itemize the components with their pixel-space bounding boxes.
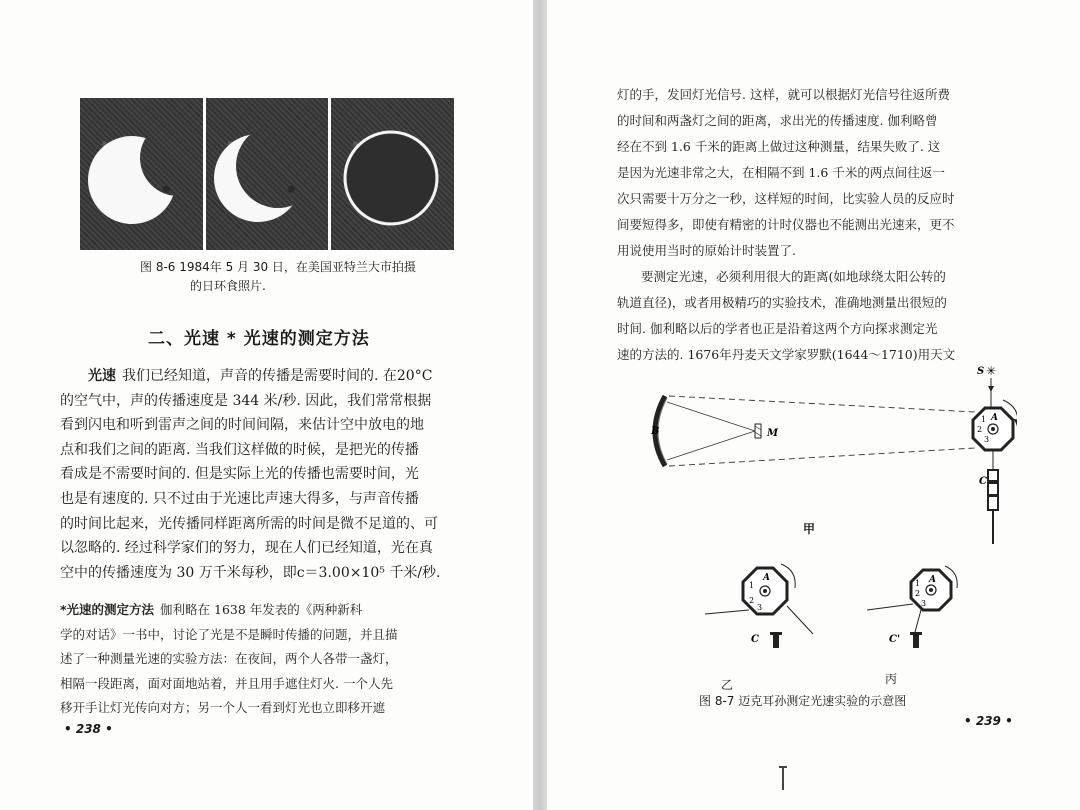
runin-heading: *光速的测定方法 — [60, 602, 155, 617]
paragraph-line: 灯的手，发回灯光信号. 这样，就可以根据灯光信号往返所费 — [617, 87, 950, 102]
eclipse-photo-strip — [80, 98, 454, 250]
text-cursor-icon — [782, 766, 784, 790]
figure-caption-line1: 图 8-6 1984年 5 月 30 日，在美国亚特兰大市拍摄 — [140, 260, 416, 274]
octagon-positions-diagram — [677, 558, 977, 688]
label-m: M — [767, 428, 779, 439]
svg-text:1: 1 — [749, 581, 755, 590]
label-s: S — [977, 366, 985, 377]
svg-text:3: 3 — [921, 599, 927, 608]
paragraph-line: 速的方法的. 1676年丹麦天文学家罗默(1644～1710)用天文 — [617, 347, 956, 362]
svg-text:C: C — [751, 634, 759, 645]
right-page-text — [617, 82, 1017, 368]
paragraph-line: 要测定光速，必须利用很大的距离(如地球绕太阳公转的 — [641, 269, 946, 284]
svg-text:1: 1 — [981, 415, 987, 424]
paragraph-line: 的时间比起来，光传播同样距离所需的时间是微不足道的、可 — [60, 515, 438, 532]
svg-text:2: 2 — [749, 596, 755, 605]
paragraph-line: 次只需要十万分之一秒，这样短的时间，比实验人员的反应时 — [617, 191, 955, 206]
svg-text:1: 1 — [915, 579, 921, 588]
paragraph-line: 相隔一段距离，面对面地站着，并且用手遮住灯火. 一个人先 — [60, 675, 393, 691]
right-page — [547, 0, 1080, 810]
paragraph-line: 移开手让灯光传向对方；另一个人一看到灯光也立即移开遮 — [60, 700, 386, 716]
eclipse-photo-annular — [331, 98, 454, 250]
light-source-star-icon: ✳ — [986, 364, 997, 378]
label-c: C — [979, 476, 987, 487]
page-number: • 239 • — [964, 714, 1013, 728]
paragraph-line: 是因为光速非常之大，在相隔不到 1.6 千米的两点间往返一 — [617, 165, 945, 180]
svg-text:C': C' — [889, 634, 901, 645]
paragraph-line: 以忽略的. 经过科学家们的努力，现在人们已经知道，光在真 — [60, 540, 433, 557]
figure-8-6-caption — [140, 258, 440, 296]
paragraph-line: 间要短得多，即使有精密的计时仪器也不能测出光速来，更不 — [617, 217, 955, 232]
runin-heading: 光速 — [88, 368, 116, 384]
paragraph-line: 光速 我们已经知道，声音的传播是需要时间的. 在20°C — [88, 368, 433, 384]
speed-of-light-paragraph — [60, 364, 458, 585]
paragraph-line: 经在不到 1.6 千米的距离上做过这种测量，结果失败了. 这 — [617, 139, 941, 154]
left-page — [0, 0, 533, 810]
michelson-apparatus-diagram — [637, 362, 1017, 562]
eclipse-photo-crescent — [206, 98, 329, 250]
svg-text:A: A — [763, 573, 770, 583]
plane-mirror-m — [755, 424, 761, 438]
paragraph-line: 点和我们之间的距离. 当我们这样做的时候，是把光的传播 — [60, 441, 419, 458]
page-number: • 238 • — [64, 722, 113, 736]
book-gutter — [533, 0, 547, 810]
paragraph-line: 轨道直径)，或者用极精巧的实验技术，准确地测量出很短的 — [617, 295, 947, 310]
measurement-method-paragraph — [60, 598, 458, 721]
figure-caption-line2: 的日环食照片. — [190, 279, 266, 293]
paragraph-line: 用说使用当时的原始计时装置了. — [617, 243, 796, 258]
paragraph-line: *光速的测定方法 伽利略在 1638 年发表的《两种新科 — [60, 602, 363, 617]
label-b: B — [651, 426, 660, 437]
label-a: A — [991, 413, 998, 423]
paragraph-line: 也是有速度的. 只不过由于光速比声速大得多，与声音传播 — [60, 490, 419, 507]
paragraph-line: 时间. 伽利略以后的学者也正是沿着这两个方向探求测定光 — [617, 321, 938, 336]
section-heading: 二、光速 * 光速的测定方法 — [148, 329, 370, 349]
paragraph-line: 述了一种测量光速的实验方法：在夜间，两个人各带一盏灯， — [60, 651, 398, 667]
svg-text:2: 2 — [977, 425, 983, 434]
svg-text:3: 3 — [757, 603, 763, 612]
telescope-c — [988, 470, 998, 510]
paragraph-line: 学的对话》一书中，讨论了光是不是瞬时传播的问题，并且描 — [60, 626, 398, 642]
eclipse-photo-partial — [80, 98, 203, 250]
svg-text:2: 2 — [915, 589, 921, 598]
svg-text:3: 3 — [984, 435, 990, 444]
paragraph-line: 看成是不需要时间的. 但是实际上光的传播也需要时间，光 — [60, 466, 419, 483]
paragraph-line: 的空气中，声的传播速度是 344 米/秒. 因此，我们常常根据 — [60, 392, 432, 409]
sub-figure-label-bing: 丙 — [885, 672, 898, 686]
paragraph-line: 看到闪电和听到雷声之间的时间间隔，来估计空中放电的地 — [60, 417, 424, 434]
figure-8-7-caption: 图 8-7 迈克耳孙测定光速实验的示意图 — [699, 694, 907, 708]
svg-text:A: A — [929, 575, 936, 585]
paragraph-line: 空中的传播速度为 30 万千米每秒，即c＝3.00×10⁵ 千米/秒. — [60, 564, 441, 581]
sub-figure-label-jia: 甲 — [803, 522, 816, 536]
sub-figure-label-yi: 乙 — [721, 678, 734, 692]
paragraph-line: 的时间和两盏灯之间的距离，求出光的传播速度. 伽利略曾 — [617, 113, 938, 128]
